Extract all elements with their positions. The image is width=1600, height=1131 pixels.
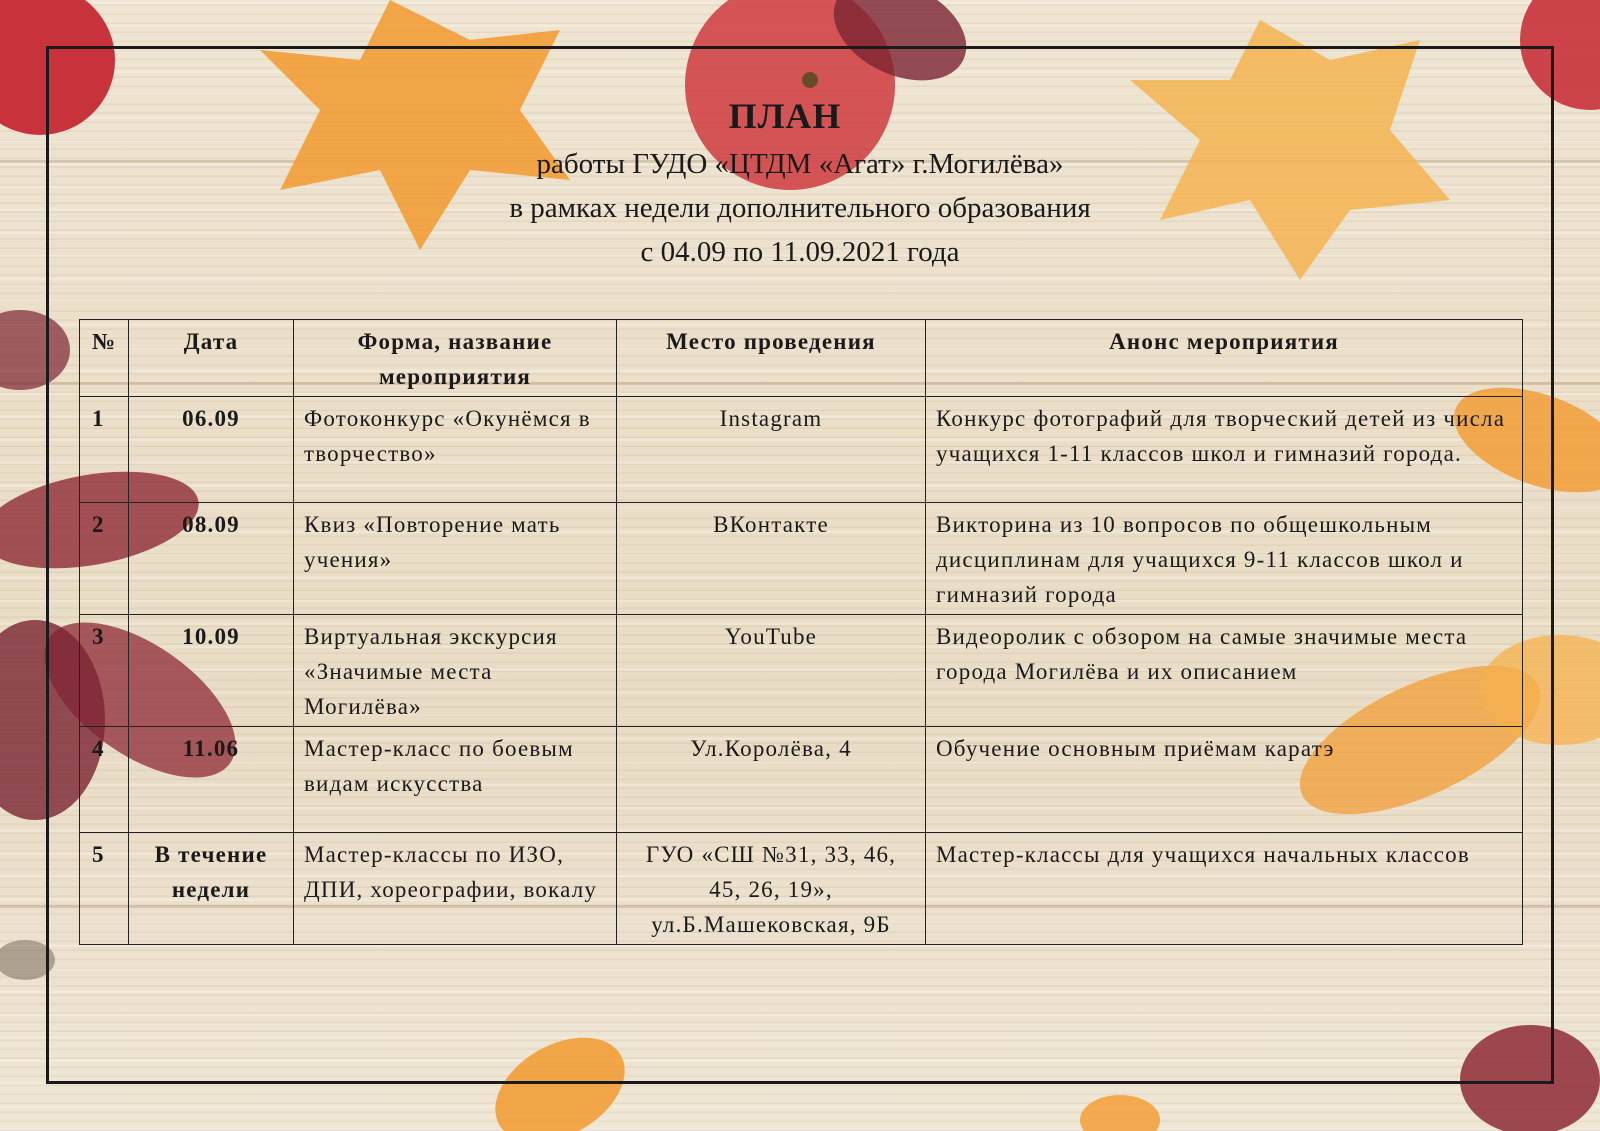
table-row xyxy=(80,727,1523,833)
cell-date: 08.09 xyxy=(129,503,294,615)
cell-num: 3 xyxy=(80,615,129,727)
header-form: Форма, название мероприятия xyxy=(294,320,617,397)
cell-announce: Мастер-классы для учащихся начальных классов xyxy=(926,833,1523,945)
page-title: ПЛАН xyxy=(728,96,842,136)
cell-form: Фотоконкурс «Окунёмся в творчество» xyxy=(294,397,617,503)
cell-num: 1 xyxy=(80,397,129,503)
cell-announce: Видеоролик с обзором на самые значимые места города Могилёва и их описанием xyxy=(926,615,1523,727)
header-place: Место проведения xyxy=(617,320,926,397)
cell-date: 10.09 xyxy=(129,615,294,727)
cell-place: YouTube xyxy=(617,615,926,727)
cell-form: Виртуальная экскурсия «Значимые места Могилёва» xyxy=(294,615,617,727)
cell-announce: Викторина из 10 вопросов по общешкольным дисциплинам для учащихся 9-11 классов школ и гимназий города xyxy=(926,503,1523,615)
cell-num: 5 xyxy=(80,833,129,945)
table-row xyxy=(80,503,1523,615)
table-row xyxy=(80,833,1523,945)
header-announce: Анонс мероприятия xyxy=(926,320,1523,397)
cell-date: 06.09 xyxy=(129,397,294,503)
cell-place: ВКонтакте xyxy=(617,503,926,615)
document-header xyxy=(0,90,1600,274)
table-row xyxy=(80,615,1523,727)
table-header-row xyxy=(80,320,1523,397)
cell-announce: Конкурс фотографий для творческий детей из числа учащихся 1-11 классов школ и гимназий города. xyxy=(926,397,1523,503)
cell-form: Квиз «Повторение мать учения» xyxy=(294,503,617,615)
cell-form: Мастер-класс по боевым видам искусства xyxy=(294,727,617,833)
cell-form: Мастер-классы по ИЗО, ДПИ, хореографии, вокалу xyxy=(294,833,617,945)
events-table xyxy=(79,319,1523,945)
subtitle-line: с 04.09 по 11.09.2021 года xyxy=(640,236,960,268)
table-row xyxy=(80,397,1523,503)
subtitle-line: в рамках недели дополнительного образования xyxy=(509,192,1091,224)
cell-num: 4 xyxy=(80,727,129,833)
cell-announce: Обучение основным приёмам каратэ xyxy=(926,727,1523,833)
cell-place: Ул.Королёва, 4 xyxy=(617,727,926,833)
subtitle-line: работы ГУДО «ЦТДМ «Агат» г.Могилёва» xyxy=(536,148,1064,180)
header-date: Дата xyxy=(129,320,294,397)
leaf-icon xyxy=(1080,1095,1160,1131)
cell-place: Instagram xyxy=(617,397,926,503)
cell-date: В течение недели xyxy=(129,833,294,945)
header-num: № xyxy=(80,320,129,397)
cell-num: 2 xyxy=(80,503,129,615)
cell-place: ГУО «СШ №31, 33, 46, 45, 26, 19», ул.Б.Машековская, 9Б xyxy=(617,833,926,945)
cell-date: 11.06 xyxy=(129,727,294,833)
